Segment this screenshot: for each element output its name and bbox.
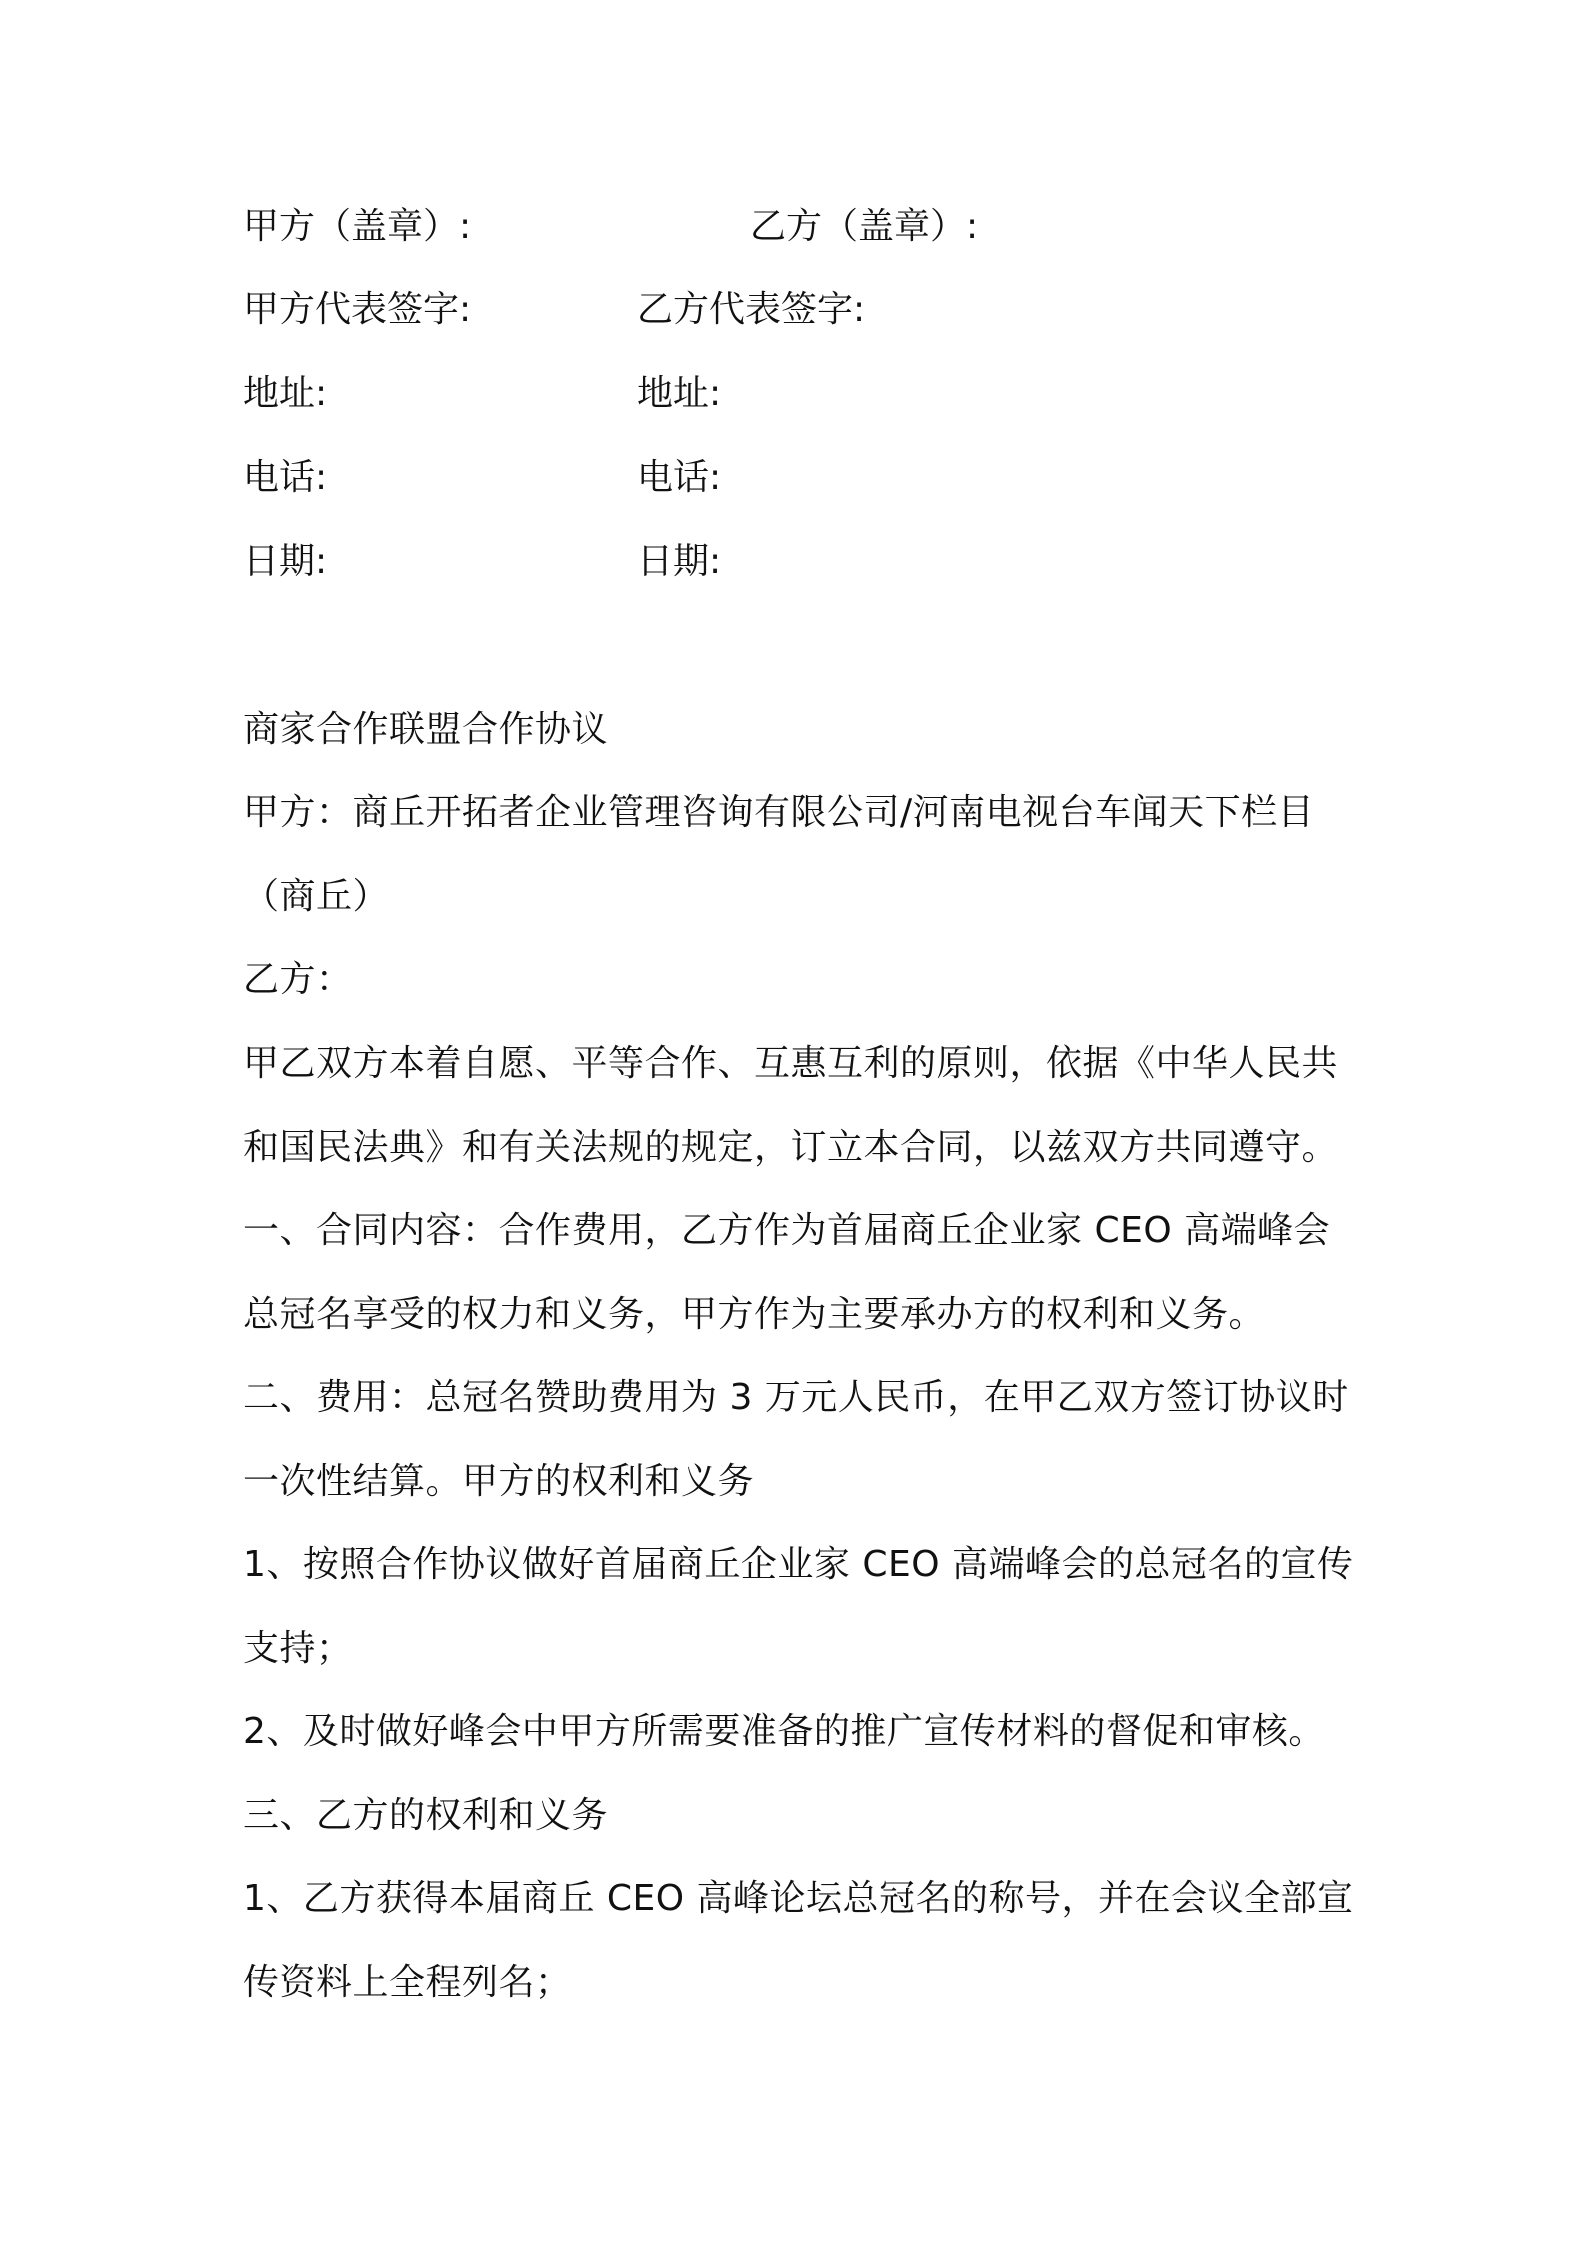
section1-line-1: 一、合同内容：合作费用，乙方作为首届商丘企业家 CEO 高端峰会 [243,1210,1331,1251]
agreement-title: 商家合作联盟合作协议 [243,709,609,750]
party-a-line-1: 甲方：商丘开拓者企业管理咨询有限公司/河南电视台车闻天下栏目 [243,792,1315,833]
section2-line-2: 一次性结算。甲方的权利和义务 [243,1461,755,1502]
party-b-address-label: 地址: [637,373,722,414]
section3-heading: 三、乙方的权利和义务 [243,1795,609,1836]
intro-line-1: 甲乙双方本着自愿、平等合作、互惠互利的原则，依据《中华人民共 [243,1043,1339,1084]
party-a-item1-line-1: 1、按照合作协议做好首届商丘企业家 CEO 高端峰会的总冠名的宣传 [243,1544,1354,1585]
party-b-item1-line-2: 传资料上全程列名； [243,1962,572,2003]
party-a-line-2: （商丘） [243,876,390,917]
party-a-phone-label: 电话: [243,457,328,498]
party-a-date-label: 日期: [243,541,328,582]
section1-line-2: 总冠名享受的权力和义务，甲方作为主要承办方的权利和义务。 [243,1294,1266,1335]
party-a-item2: 2、及时做好峰会中甲方所需要准备的推广宣传材料的督促和审核。 [243,1711,1325,1752]
party-a-seal-label: 甲方（盖章）: [243,206,472,247]
party-b-line: 乙方： [243,959,353,1000]
section2-line-1: 二、费用：总冠名赞助费用为 3 万元人民币，在甲乙双方签订协议时 [243,1377,1349,1418]
party-b-date-label: 日期: [637,541,722,582]
party-a-item1-line-2: 支持； [243,1628,353,1669]
party-a-address-label: 地址: [243,373,328,414]
party-b-item1-line-1: 1、乙方获得本届商丘 CEO 高峰论坛总冠名的称号，并在会议全部宣 [243,1878,1354,1919]
party-b-rep-label: 乙方代表签字: [637,289,866,330]
party-b-seal-label: 乙方（盖章）: [750,206,979,247]
party-a-rep-label: 甲方代表签字: [243,289,472,330]
intro-line-2: 和国民法典》和有关法规的规定，订立本合同，以兹双方共同遵守。 [243,1127,1339,1168]
party-b-phone-label: 电话: [637,457,722,498]
